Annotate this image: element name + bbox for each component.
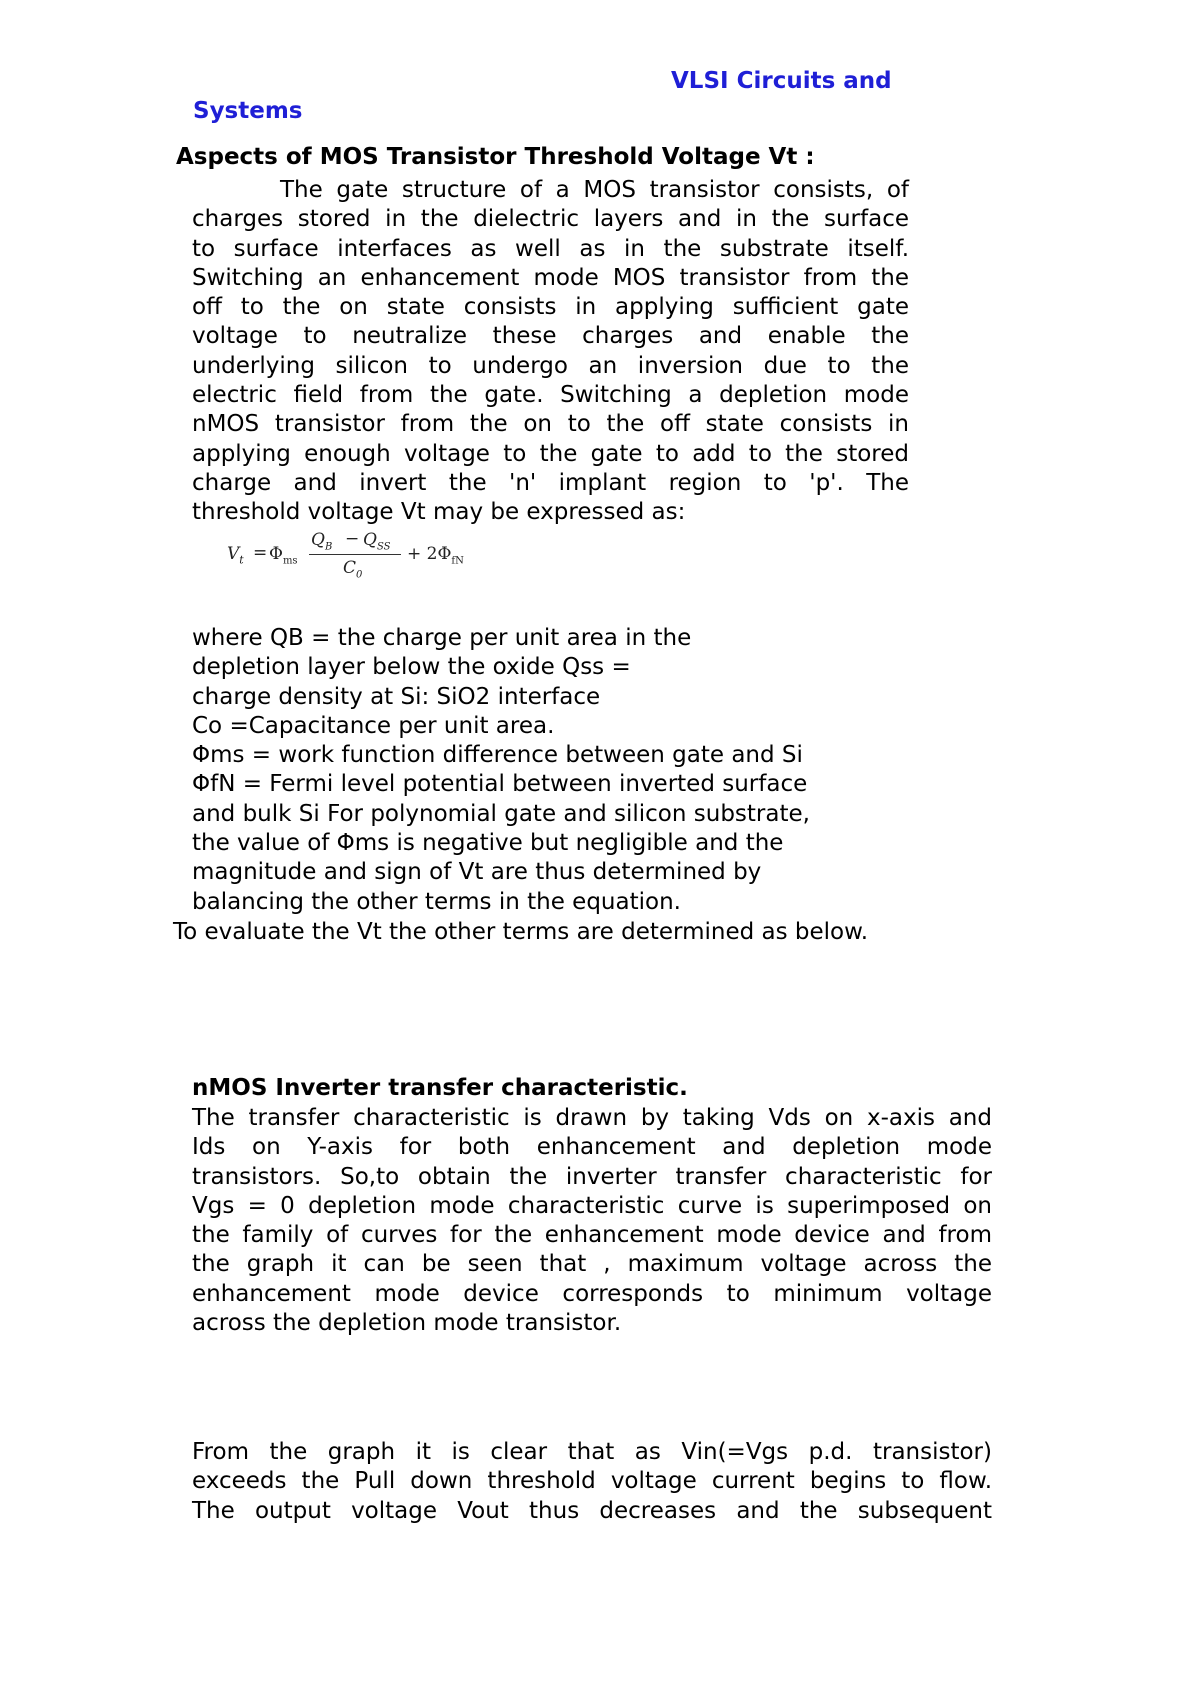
- eq-qss-sub: SS: [376, 541, 391, 553]
- section1-paragraph: [192, 176, 909, 528]
- definition-line: magnitude and sign of Vt are thus determined by: [192, 859, 762, 886]
- section1-heading: Aspects of MOS Transistor Threshold Voltage Vt :: [176, 144, 815, 170]
- para-line: electric field from the gate. Switching a depletion mode: [192, 382, 909, 409]
- para-line: Ids on Y-axis for both enhancement and depletion mode: [192, 1134, 992, 1161]
- eq-qb: Q: [311, 530, 325, 550]
- para-line: nMOS transistor from the on to the off state consists in: [192, 411, 909, 438]
- para-line: the family of curves for the enhancement mode device and from: [192, 1222, 992, 1249]
- eq-minus: −: [345, 529, 360, 549]
- para-line: Vgs = 0 depletion mode characteristic curve is superimposed on: [192, 1192, 992, 1219]
- definitions-block: [192, 624, 810, 917]
- eq-c0-sub: 0: [356, 569, 363, 581]
- para-line: The transfer characteristic is drawn by taking Vds on x-axis and: [192, 1105, 992, 1131]
- eq-qss: Q: [363, 530, 377, 550]
- header-title-line2: Systems: [193, 98, 303, 124]
- para-line: to surface interfaces as well as in the substrate itself.: [192, 235, 909, 262]
- para-line: underlying silicon to undergo an inversion due to the: [192, 352, 909, 379]
- para-line: The gate structure of a MOS transistor consists, of: [280, 177, 909, 203]
- eq-qb-sub: B: [324, 541, 333, 553]
- definition-line: where QB = the charge per unit area in the: [192, 625, 692, 651]
- eq-phi-ms-sub: ms: [282, 555, 298, 567]
- eq-plus-sub: fN: [451, 555, 464, 567]
- definition-line: charge density at Si: SiO2 interface: [192, 683, 601, 710]
- threshold-voltage-equation: [225, 528, 470, 586]
- eq-c0: C: [343, 558, 357, 578]
- para-line: applying enough voltage to the gate to add to the stored: [192, 440, 909, 467]
- para-line: enhancement mode device corresponds to minimum voltage: [192, 1280, 992, 1307]
- header-title-line1: VLSI Circuits and: [671, 68, 892, 94]
- closing-line: To evaluate the Vt the other terms are determined as below.: [173, 919, 869, 945]
- definition-line: depletion layer below the oxide Qss =: [192, 654, 631, 681]
- eq-lhs-sub: t: [239, 553, 244, 567]
- para-line: Switching an enhancement mode MOS transistor from the: [192, 264, 909, 291]
- para-line: The output voltage Vout thus decreases and the subsequent: [192, 1497, 992, 1524]
- para-line: transistors. So,to obtain the inverter transfer characteristic for: [192, 1163, 992, 1190]
- eq-equals: =: [253, 543, 268, 563]
- definition-line: ΦfN = Fermi level potential between inverted surface: [192, 771, 808, 798]
- definition-line: balancing the other terms in the equation.: [192, 888, 681, 915]
- definition-line: Co =Capacitance per unit area.: [192, 712, 555, 739]
- para-line: off to the on state consists in applying sufficient gate: [192, 294, 909, 321]
- para-line: threshold voltage Vt may be expressed as:: [192, 499, 686, 526]
- eq-lhs: V: [227, 544, 240, 564]
- eq-fraction-bar: [309, 554, 401, 555]
- para-line: From the graph it is clear that as Vin(=Vgs p.d. transistor): [192, 1439, 992, 1465]
- para-line: the graph it can be seen that , maximum voltage across the: [192, 1251, 992, 1278]
- section3-paragraph: [192, 1438, 992, 1526]
- para-line: charges stored in the dielectric layers and in the surface: [192, 206, 909, 233]
- para-line: charge and invert the 'n' implant region to 'p'. The: [192, 469, 909, 496]
- definition-line: and bulk Si For polynomial gate and silicon substrate,: [192, 800, 810, 827]
- para-line: voltage to neutralize these charges and enable the: [192, 323, 909, 350]
- section2-paragraph: [192, 1104, 992, 1338]
- para-line: across the depletion mode transistor.: [192, 1310, 622, 1337]
- definition-line: the value of Φms is negative but negligible and the: [192, 830, 784, 857]
- eq-phi-ms: Φ: [269, 544, 283, 564]
- definition-line: Φms = work function difference between gate and Si: [192, 742, 803, 769]
- section2-heading: nMOS Inverter transfer characteristic.: [192, 1075, 688, 1101]
- para-line: exceeds the Pull down threshold voltage current begins to flow.: [192, 1468, 992, 1495]
- eq-plus-term: + 2Φ: [407, 544, 452, 564]
